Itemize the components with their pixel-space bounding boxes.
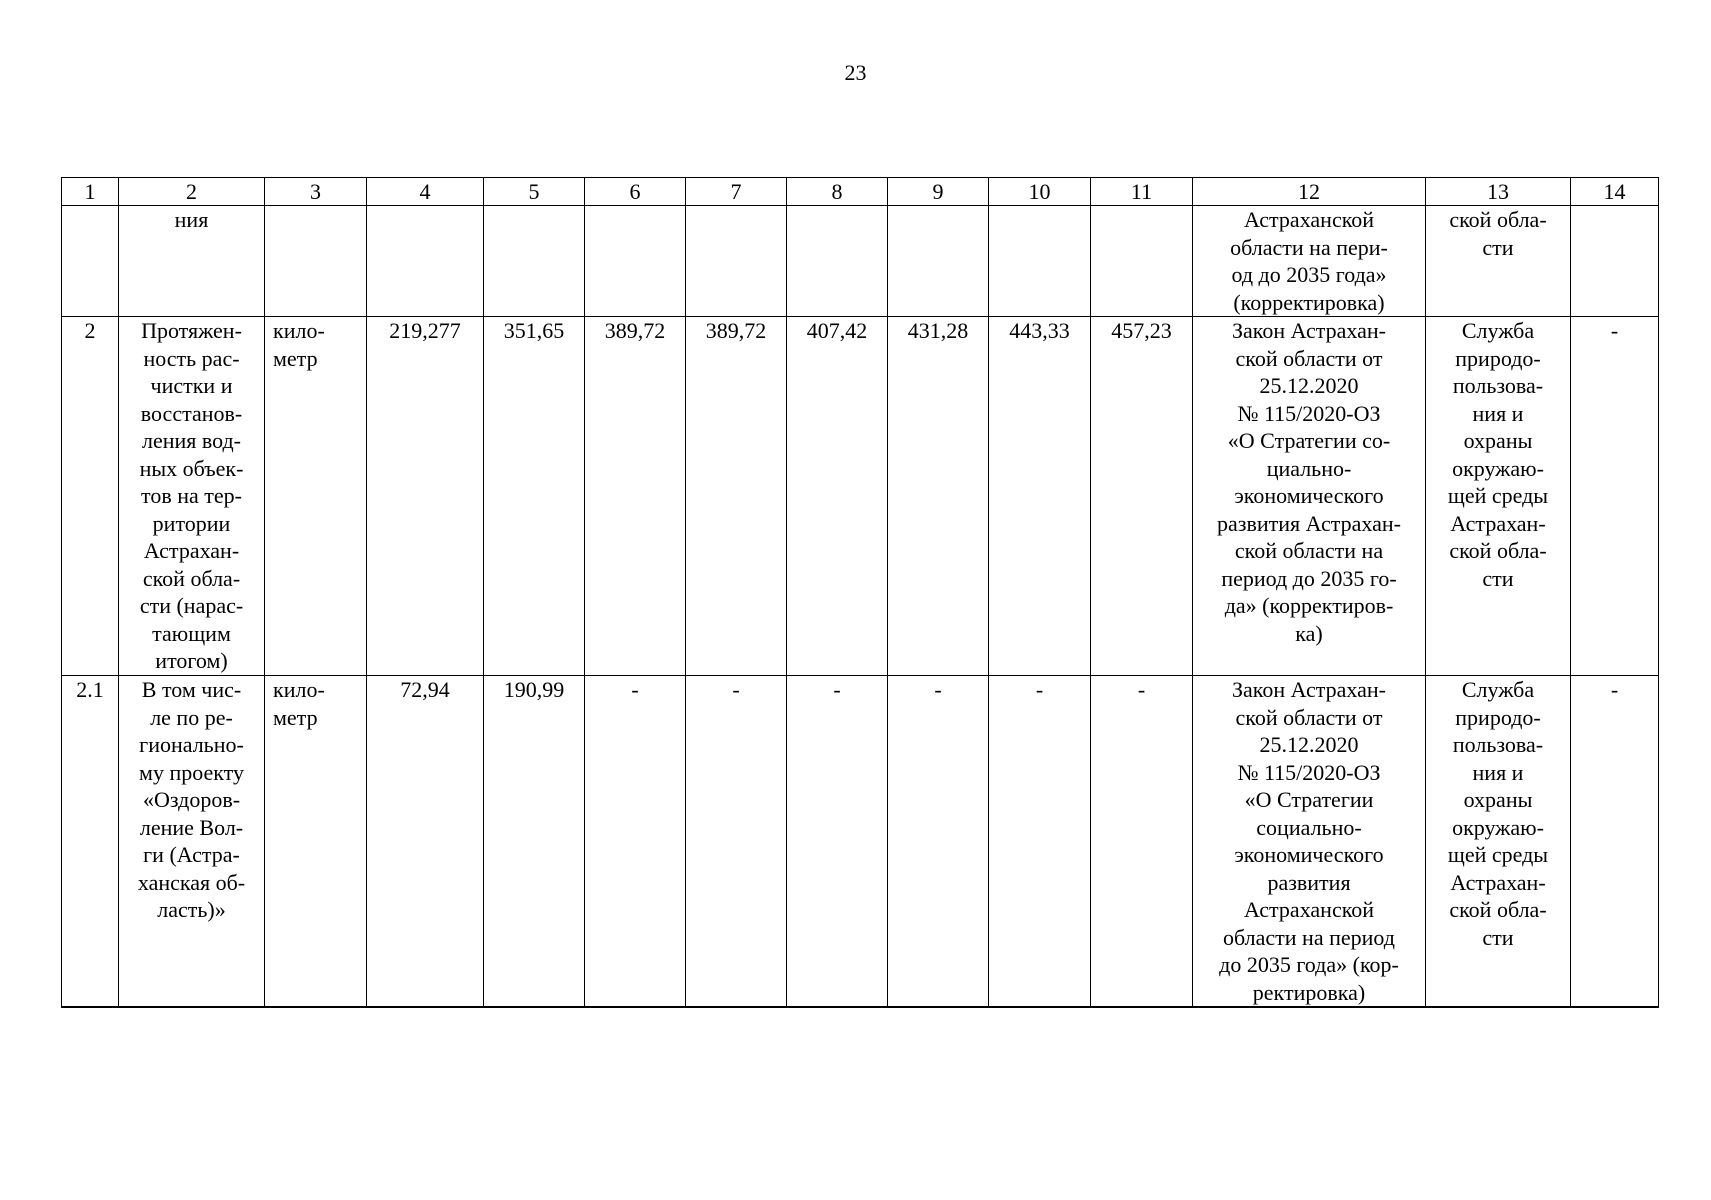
cell-legal-basis	[1193, 676, 1426, 1008]
cell-text: кило- метр	[273, 318, 325, 371]
indicators-table	[61, 177, 1659, 1008]
cell-value	[888, 206, 989, 317]
table-row-continuation	[62, 206, 1659, 317]
cell-text: -	[1035, 677, 1044, 702]
column-header: 13	[1426, 178, 1571, 206]
cell-text: 407,42	[806, 318, 868, 343]
cell-text: 2	[84, 318, 96, 343]
cell-value	[787, 676, 888, 1008]
cell-value	[585, 206, 686, 317]
cell-value	[686, 317, 787, 676]
cell-responsible	[1426, 206, 1571, 317]
cell-number	[62, 317, 119, 676]
cell-indicator-name	[119, 206, 265, 317]
cell-text: -	[1610, 677, 1619, 702]
cell-value	[686, 676, 787, 1008]
cell-text: 389,72	[604, 318, 666, 343]
column-header: 2	[119, 178, 265, 206]
cell-value	[989, 317, 1091, 676]
cell-number	[62, 676, 119, 1008]
cell-text: Астраханской области на пери- од до 2035 года» (корректировка)	[1230, 207, 1388, 315]
cell-text: -	[833, 677, 841, 702]
cell-number	[62, 206, 119, 317]
cell-text: 443,33	[1009, 318, 1070, 343]
cell-value	[585, 317, 686, 676]
cell-value	[367, 317, 484, 676]
column-header: 3	[265, 178, 367, 206]
column-header: 4	[367, 178, 484, 206]
column-header: 9	[888, 178, 989, 206]
column-header: 7	[686, 178, 787, 206]
cell-text: ской обла- сти	[1449, 207, 1547, 260]
cell-value	[484, 206, 585, 317]
column-number-header-row	[62, 178, 1659, 206]
cell-text: -	[732, 677, 740, 702]
cell-text: 72,94	[400, 677, 450, 702]
cell-value	[367, 676, 484, 1008]
cell-text: 2.1	[76, 677, 104, 702]
cell-note	[1571, 206, 1659, 317]
cell-text: кило- метр	[273, 677, 325, 730]
cell-value	[787, 317, 888, 676]
cell-text: -	[1610, 318, 1619, 343]
cell-text: Протяжен- ность рас- чистки и восстанов- ления вод- ных объек- тов на тер- ритории Астрахан- ской обла- сти (нарас- тающим итогом)	[139, 318, 244, 673]
cell-note	[1571, 317, 1659, 676]
column-header: 8	[787, 178, 888, 206]
cell-value	[1091, 317, 1193, 676]
table-row-2-1	[62, 676, 1659, 1008]
cell-value	[888, 317, 989, 676]
cell-value	[484, 676, 585, 1008]
cell-value	[484, 317, 585, 676]
column-header: 10	[989, 178, 1091, 206]
cell-unit	[265, 676, 367, 1008]
cell-indicator-name	[119, 317, 265, 676]
cell-legal-basis	[1193, 206, 1426, 317]
cell-value	[787, 206, 888, 317]
cell-text: -	[934, 677, 942, 702]
column-header: 1	[62, 178, 119, 206]
column-header: 11	[1091, 178, 1193, 206]
cell-value	[1091, 206, 1193, 317]
cell-value	[989, 206, 1091, 317]
cell-text: 190,99	[503, 677, 565, 702]
cell-responsible	[1426, 317, 1571, 676]
cell-text: 431,28	[907, 318, 969, 343]
cell-text: -	[631, 677, 639, 702]
cell-text: Закон Астрахан- ской области от 25.12.2020 № 115/2020-ОЗ «О Стратегии социально- экономического развития Астраханской области на период до 2035 года» (кор- ректировка)	[1219, 677, 1399, 1005]
cell-responsible	[1426, 676, 1571, 1008]
cell-value	[1091, 676, 1193, 1008]
cell-text: В том чис- ле по ре- гионально- му проекту «Оздоров- ление Вол- ги (Астра- ханская об- ласть)»	[137, 677, 246, 922]
cell-text: Закон Астрахан- ской области от 25.12.2020 № 115/2020-ОЗ «О Стратегии со- циально- экономического развития Астрахан- ской области на период до 2035 го- да» (корректиров- ка)	[1217, 318, 1401, 646]
cell-value	[888, 676, 989, 1008]
table-row-2	[62, 317, 1659, 676]
cell-text: ния	[174, 207, 209, 232]
page-number: 23	[844, 60, 867, 85]
cell-indicator-name	[119, 676, 265, 1008]
cell-text: 351,65	[503, 318, 565, 343]
cell-text: Служба природо- пользова- ния и охраны окружаю- щей среды Астрахан- ской обла- сти	[1447, 318, 1549, 591]
cell-value	[367, 206, 484, 317]
cell-unit	[265, 206, 367, 317]
cell-value	[686, 206, 787, 317]
cell-text: 219,277	[389, 318, 461, 343]
cell-value	[585, 676, 686, 1008]
cell-unit	[265, 317, 367, 676]
cell-text: 457,23	[1111, 318, 1172, 343]
cell-legal-basis	[1193, 317, 1426, 676]
column-header: 6	[585, 178, 686, 206]
cell-text: -	[1137, 677, 1146, 702]
cell-text: Служба природо- пользова- ния и охраны окружаю- щей среды Астрахан- ской обла- сти	[1447, 677, 1549, 950]
cell-note	[1571, 676, 1659, 1008]
column-header: 12	[1193, 178, 1426, 206]
cell-text: 389,72	[705, 318, 767, 343]
column-header: 5	[484, 178, 585, 206]
column-header: 14	[1571, 178, 1659, 206]
cell-value	[989, 676, 1091, 1008]
